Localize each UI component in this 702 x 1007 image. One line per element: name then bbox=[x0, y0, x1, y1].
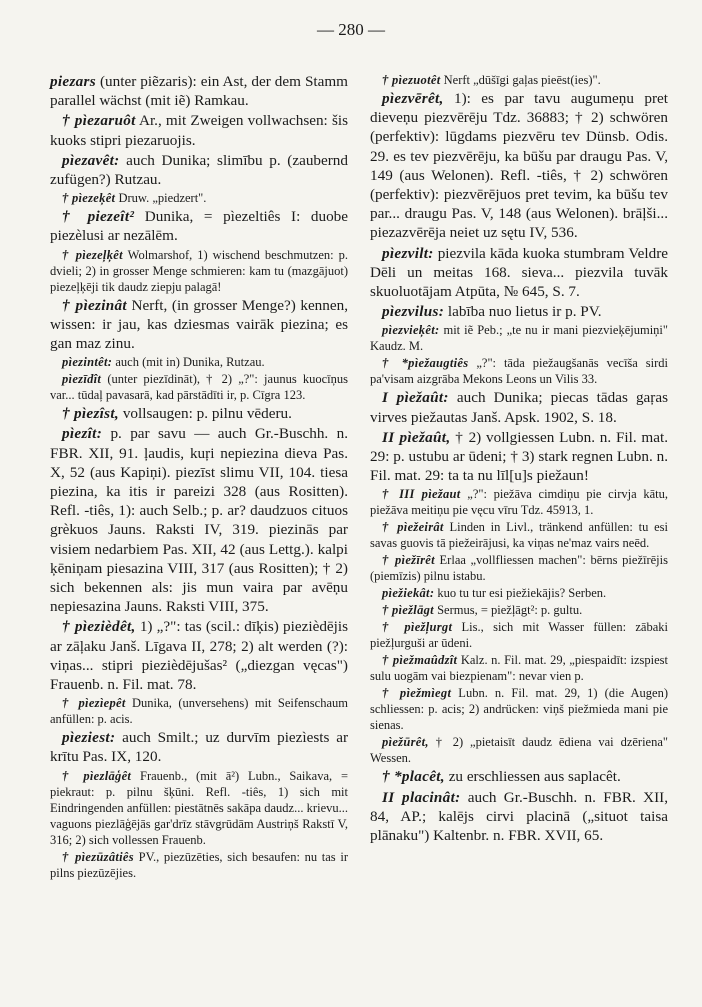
entry-definition: Frauenb., (mit ā²) Lubn., Saikava, = piekraut: p. pilnu šķūni. Refl. -tiês, 1) sich mit Eindringenden anfüllen: piestātnēs sakāpa daudz... krievu... vaguons piezlāģējās gar'drīz stāvgrūdām Austriņš Rakstī V, 316; 2) sich vollessen Frauenb. bbox=[50, 768, 348, 847]
dictionary-entry bbox=[50, 768, 348, 848]
entry-headword: † pìezlāģêt bbox=[62, 768, 132, 783]
entry-definition: Nerft, (in grosser Menge?) kennen, wissen: ir jau, kas dziesmas vairāk piezina; es gan maz zinu. bbox=[50, 296, 348, 353]
entry-headword: † pìezièdêt, bbox=[62, 618, 136, 636]
dictionary-entry bbox=[370, 486, 668, 518]
entry-definition: (unter piẽzaris): ein Ast, der dem Stamm parallel wächst (mit iẽ) Ramkau. bbox=[50, 73, 348, 110]
entry-definition: Lubn. n. Fil. mat. 29, 1) (die Augen) schliessen: p. acis; 2) andrücken: viņš piežmieda mani pie sienas. bbox=[370, 686, 669, 733]
dictionary-entry bbox=[50, 695, 348, 727]
entry-definition: Sermus, = piežļāgt²: p. gultu. bbox=[433, 603, 583, 618]
dictionary-entry bbox=[370, 734, 668, 766]
entry-headword: pìezvilt: bbox=[382, 244, 434, 262]
entry-definition: † 2) vollgiessen Lubn. n. Fil. mat. 29: p. ustubu ar ūdeni; † 3) stark regnen Lubn. n. Fil. mat. 29: ta ta nu līl[u]s piežaun! bbox=[370, 428, 668, 485]
dictionary-entry bbox=[370, 322, 668, 354]
entry-headword: II pìežaût, bbox=[382, 428, 451, 446]
entry-headword: piezars bbox=[50, 73, 96, 90]
dictionary-entry bbox=[370, 585, 668, 601]
entry-definition: Dunika, = pìezeltiês I: duobe piezèlusi ar nezālēm. bbox=[50, 208, 349, 245]
entry-headword: † pìežeirât bbox=[382, 520, 444, 535]
dictionary-entry bbox=[370, 89, 668, 243]
entry-definition: p. par savu — auch Gr.-Buschh. n. FBR. XII, 91. ļaudis, kuŗi nepiezina dieva Pas. X, 52 (aus Kapiņi). piezīst slimu VII, 104. tiesa piezina, ka itis ir pareizi 328 (aus Rositten). Refl. -tiês, 1): auch Selb.; p. ar? daudzuos cituos grèkuos Jauns. Raksti IV, 319. piezinās par visiem nedarbiem Pas. XII, 42 (aus Lettg.). kalpi ķēniņam piesazina VIII, 317 (aus Rositten); † 2) sich bekennen als: jis mun vaira par avēņu nepiesazina Jauns. Raksti VIII, 375. bbox=[50, 425, 348, 616]
entry-headword: pìeziest: bbox=[62, 729, 116, 747]
entry-definition: auch (mit in) Dunika, Rutzau. bbox=[112, 355, 265, 370]
dictionary-entry bbox=[370, 519, 668, 551]
entry-headword: † pìezeļķêt bbox=[62, 247, 123, 262]
right-column bbox=[370, 72, 668, 845]
dictionary-entry bbox=[370, 552, 668, 584]
entry-definition: Kalz. n. Fil. mat. 29, „piespaidīt: izspiest sulu uogām vai biezpienam": nevar vien p. bbox=[370, 653, 668, 684]
entry-definition: † 2) „pietaisīt daudz ēdiena vai dzēriena" Wessen. bbox=[370, 735, 668, 766]
dictionary-entry bbox=[370, 619, 668, 651]
dictionary-entry bbox=[50, 354, 348, 370]
entry-definition: „?": piežāva cimdiņu pie cirvja kātu, piežāva meitiņu pie vęcu vīru Tdz. 45913, 1. bbox=[370, 487, 668, 518]
entry-definition: labība nuo lietus ir p. PV. bbox=[444, 303, 602, 321]
entry-headword: pìezvērêt, bbox=[382, 90, 444, 107]
dictionary-entry bbox=[370, 388, 668, 426]
entry-headword: † pìezaruôt bbox=[62, 112, 136, 130]
entry-definition: „?": tāda piežaugšanās vecīša sirdi pa'visam aizgrāba Mekons Leons un Vilis 33. bbox=[370, 356, 668, 387]
dictionary-entry bbox=[50, 728, 348, 766]
entry-headword: † pìezinât bbox=[62, 296, 127, 314]
page-number: — 280 — bbox=[317, 20, 385, 39]
entry-headword: II placinât: bbox=[382, 788, 461, 806]
dictionary-entry bbox=[50, 617, 348, 694]
entry-headword: † pìezeķêt bbox=[62, 191, 116, 206]
entry-headword: † pìežīrêt bbox=[382, 553, 435, 568]
dictionary-entry bbox=[370, 685, 668, 733]
entry-definition: (unter piezīdināt), † 2) „?": jaunus kuocīņus var... tūdaļ pavasarā, kad pārstādīti ir, p. Cīgra 123. bbox=[50, 372, 348, 403]
entry-definition: piezvila kāda kuoka stumbram Veldre Dēli un meitas 168. sieva... piezvila tuvāk skuoluotājam Atpūta, № 645, S. 7. bbox=[370, 244, 668, 301]
dictionary-entry bbox=[50, 151, 348, 189]
entry-headword: † pìežlāgt bbox=[382, 603, 434, 618]
left-column bbox=[50, 72, 348, 881]
entry-headword: I pìežaût: bbox=[382, 389, 449, 407]
entry-headword: † *placêt, bbox=[382, 768, 445, 786]
entry-headword: † pìezuotêt bbox=[382, 73, 441, 87]
entry-definition: Lis., sich mit Wasser füllen: zābaki piežļurguši ar ūdeni. bbox=[370, 620, 668, 651]
entry-definition: Ar., mit Zweigen vollwachsen: šis kuoks stipri piezaruojis. bbox=[50, 112, 348, 149]
entry-headword: † III pìežaut bbox=[382, 487, 461, 502]
dictionary-entry bbox=[50, 371, 348, 403]
dictionary-entry bbox=[50, 296, 348, 354]
entry-definition: kuo tu tur esi piežiekājis? Serben. bbox=[434, 586, 607, 601]
entry-headword: † pìezūzâtiês bbox=[62, 849, 134, 864]
entry-definition: PV., piezūzēties, sich besaufen: nu tas ir pilns piezūzējies. bbox=[50, 849, 348, 880]
dictionary-entry bbox=[50, 404, 348, 423]
dictionary-entry bbox=[370, 355, 668, 387]
entry-definition: zu erschliessen aus saplacêt. bbox=[444, 768, 621, 786]
dictionary-entry bbox=[50, 207, 348, 245]
entry-headword: † pìežļurgt bbox=[382, 620, 453, 635]
dictionary-entry bbox=[370, 652, 668, 684]
dictionary-entry bbox=[370, 788, 668, 846]
entry-headword: pìezavêt: bbox=[62, 151, 120, 169]
dictionary-entry bbox=[50, 849, 348, 881]
entry-headword: pìezvieķêt: bbox=[382, 323, 440, 338]
entry-definition: auch Gr.-Buschh. n. FBR. XII, 84, AP.; kalējs cirvi placinā („situot taisa plānaku") Kaltenbr. n. FBR. XVII, 65. bbox=[370, 788, 668, 845]
dictionary-entry bbox=[370, 767, 668, 786]
entry-definition: auch Dunika; piecas tādas gaŗas virves piežautas Janš. Apsk. 1902, S. 18. bbox=[370, 389, 668, 426]
entry-definition: mit iẽ Peb.; „te nu ir mani piezvieķējumiņi" Kaudz. M. bbox=[370, 323, 668, 354]
dictionary-entry bbox=[50, 424, 348, 616]
entry-definition: auch Smilt.; uz durvīm piezìests ar krītu Pas. IX, 120. bbox=[50, 729, 348, 766]
entry-definition: 1): es par tavu augumeņu pret dieveņu piezvērēju Tdz. 36883; † 2) schwören (perfektiv): lūgdams piezvēru tev Dünsb. Odis. 29. es tev piezvērēju, ka būšu par draugu Pas. V, 149 (aus Welonen). Refl. -tiês, † 2) schwören (perfektiv): piezvērējuos pret tevim, ka būšu tev par... draugu Pas. V, 148 (aus Welonen). brāļši... piezazvērēja neiet uz sętu IV, 536. bbox=[370, 90, 668, 242]
entry-headword: pìežiekât: bbox=[382, 586, 435, 601]
entry-definition: Dunika, (unversehens) mit Seifenschaum anfüllen: p. acis. bbox=[50, 696, 348, 727]
entry-headword: † *pìežaugtiês bbox=[382, 356, 469, 371]
entry-definition: Linden in Livl., tränkend anfüllen: tu esi savas guovis tā piežeirājusi, ka viņas ne'maz vairs neēd. bbox=[370, 520, 669, 551]
entry-headword: pìezintêt: bbox=[62, 355, 113, 370]
entry-definition: vollsaugen: p. pilnu vēderu. bbox=[119, 405, 292, 423]
dictionary-entry bbox=[370, 72, 668, 88]
entry-definition: Druw. „piedzert". bbox=[115, 191, 207, 206]
entry-headword: pìezît: bbox=[62, 425, 103, 443]
entry-headword: † pìežmaûdzît bbox=[382, 653, 458, 668]
dictionary-entry bbox=[370, 244, 668, 302]
entry-headword: pìezīdît bbox=[62, 372, 102, 387]
entry-headword: † pìezîst, bbox=[62, 405, 120, 423]
entry-headword: † piezeît² bbox=[62, 208, 135, 226]
dictionary-entry bbox=[370, 428, 668, 486]
entry-definition: Nerft „dūšīgi gaļas pieēst(ies)". bbox=[440, 73, 601, 87]
entry-definition: auch Dunika; slimību p. (zaubernd zufügen?) Rutzau. bbox=[50, 151, 348, 189]
dictionary-entry bbox=[50, 72, 348, 110]
entry-headword: pìežūrêt, bbox=[382, 735, 429, 750]
entry-definition: Erlaa „vollfliessen machen": bērns piežīrējis (piemīzis) pilnu istabu. bbox=[370, 553, 668, 584]
entry-headword: pìezvilus: bbox=[382, 303, 445, 321]
entry-headword: † pìezìepêt bbox=[62, 696, 126, 711]
dictionary-entry bbox=[50, 247, 348, 295]
entry-definition: Wolmarshof, 1) wischend beschmutzen: p. dvieli; 2) in grosser Menge schmieren: kam tu (mazgājuot) piezeļķēji tik daudz ziepju palagā! bbox=[50, 247, 349, 294]
dictionary-entry bbox=[50, 111, 348, 149]
dictionary-entry bbox=[370, 602, 668, 618]
entry-definition: 1) „?": tas (scil.: dīķis) piezièdējis ar zāļaku Janš. Līgava II, 278; 2) alt werden (?): viņas... stipri piezièdējušas² („diezgan vęcas") Frauenb. n. Fil. mat. 78. bbox=[50, 618, 348, 694]
dictionary-entry bbox=[50, 190, 348, 206]
entry-headword: † pìežmìegt bbox=[382, 686, 452, 701]
dictionary-entry bbox=[370, 302, 668, 321]
